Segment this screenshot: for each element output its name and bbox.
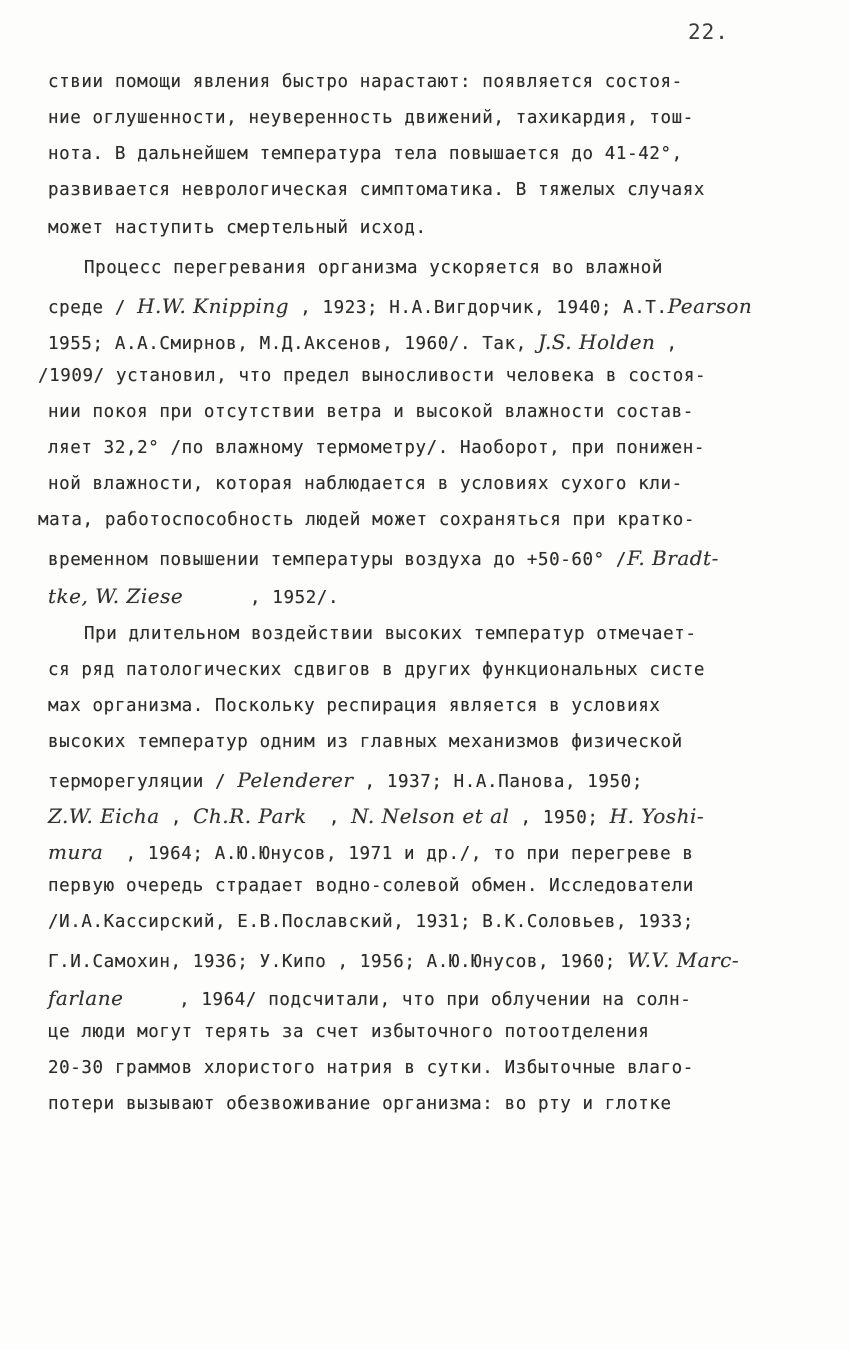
- handwritten-name: H.W. Knipping: [137, 294, 290, 318]
- typed-text: , 1964/ подсчитали, что при облучении на солн-: [123, 990, 692, 1010]
- text-line: [48, 294, 752, 318]
- text-line: [48, 546, 719, 570]
- typed-text: , 1952/.: [183, 588, 340, 608]
- text-line: [48, 660, 705, 680]
- handwritten-name: W.V. Marc-: [627, 948, 740, 972]
- text-line: [48, 108, 694, 128]
- handwritten-name: N. Nelson et al: [351, 804, 510, 828]
- typed-text: нота. В дальнейшем температура тела повышается до 41-42°,: [48, 144, 683, 164]
- typed-text: потери вызывают обезвоживание организма: во рту и глотке: [48, 1094, 672, 1114]
- text-line: [48, 986, 691, 1010]
- handwritten-name: H. Yoshi-: [609, 804, 705, 828]
- text-line: [48, 72, 683, 92]
- typed-text: развивается неврологическая симптоматика. В тяжелых случаях: [48, 180, 706, 200]
- typed-text: мах организма. Поскольку респирация является в условиях: [48, 696, 661, 716]
- text-line: [48, 402, 694, 422]
- typed-text: мата, работоспособность людей может сохраняться при кратко-: [38, 510, 696, 530]
- text-line: [48, 1058, 694, 1078]
- typed-text: ,: [655, 334, 678, 354]
- typed-text: ,: [306, 808, 352, 828]
- typed-text: ся ряд патологических сдвигов в других функциональных систе: [48, 660, 706, 680]
- handwritten-name: Z.W. Eicha: [48, 804, 160, 828]
- text-line: [48, 732, 683, 752]
- text-line: [48, 584, 339, 608]
- handwritten-name: J.S. Holden: [537, 330, 656, 354]
- text-line: [48, 180, 705, 200]
- handwritten-name: Pelenderer: [237, 768, 354, 792]
- text-line: [48, 144, 683, 164]
- typed-text: ,: [159, 808, 194, 828]
- text-line: [48, 1022, 649, 1042]
- text-line: [48, 438, 705, 458]
- typed-text: 1955; А.А.Смирнов, М.Д.Аксенов, 1960/. Так,: [48, 334, 538, 354]
- text-line: [48, 840, 694, 864]
- text-line: [48, 912, 694, 932]
- text-line: [84, 258, 663, 278]
- typed-text: высоких температур одним из главных механизмов физической: [48, 732, 683, 752]
- text-line: [84, 624, 696, 644]
- typed-text: це люди могут терять за счет избыточного потоотделения: [48, 1022, 650, 1042]
- handwritten-name: farlane: [48, 986, 124, 1010]
- typed-text: временном повышении температуры воздуха до +50-60° /: [48, 550, 628, 570]
- handwritten-name: F. Bradt-: [627, 546, 719, 570]
- text-line: [48, 948, 739, 972]
- page-number: 22.: [688, 20, 729, 44]
- typed-text: , 1950;: [509, 808, 610, 828]
- handwritten-name: Ch.R. Park: [193, 804, 307, 828]
- typed-text: Г.И.Самохин, 1936; У.Кипо , 1956; А.Ю.Юнусов, 1960;: [48, 952, 628, 972]
- handwritten-name: tke, W. Ziese: [48, 584, 184, 608]
- typed-text: ляет 32,2° /по влажному термометру/. Наоборот, при понижен-: [48, 438, 706, 458]
- text-line: [48, 804, 704, 828]
- text-line: [48, 768, 643, 792]
- text-line: [48, 474, 683, 494]
- handwritten-name: mura: [48, 840, 104, 864]
- text-line: [48, 1094, 672, 1114]
- typed-text: , 1964; А.Ю.Юнусов, 1971 и др./, то при перегреве в: [103, 844, 694, 864]
- typed-text: нии покоя при отсутствии ветра и высокой влажности состав-: [48, 402, 694, 422]
- typed-text: ной влажности, которая наблюдается в условиях сухого кли-: [48, 474, 683, 494]
- typed-text: , 1937; Н.А.Панова, 1950;: [353, 772, 643, 792]
- text-line: [48, 330, 678, 354]
- typed-text: терморегуляции /: [48, 772, 238, 792]
- typed-text: ствии помощи явления быстро нарастают: появляется состоя-: [48, 72, 683, 92]
- typed-text: , 1923; Н.А.Вигдорчик, 1940; А.Т.: [289, 298, 668, 318]
- typed-text: /И.А.Кассирский, Е.В.Пославский, 1931; В.К.Соловьев, 1933;: [48, 912, 694, 932]
- text-line: [48, 876, 694, 896]
- typed-text: При длительном воздействии высоких температур отмечает-: [84, 624, 697, 644]
- typed-text: первую очередь страдает водно-солевой обмен. Исследователи: [48, 876, 694, 896]
- typed-text: Процесс перегревания организма ускоряется во влажной: [84, 258, 664, 278]
- typed-text: /1909/ установил, что предел выносливости человека в состоя-: [38, 366, 707, 386]
- typed-text: 20-30 граммов хлористого натрия в сутки. Избыточные влаго-: [48, 1058, 694, 1078]
- typed-text: может наступить смертельный исход.: [48, 218, 427, 238]
- typed-text: среде /: [48, 298, 138, 318]
- text-line: [48, 218, 427, 238]
- text-line: [48, 696, 660, 716]
- text-line: [38, 366, 706, 386]
- text-line: [38, 510, 695, 530]
- typed-text: ние оглушенности, неуверенность движений, тахикардия, тош-: [48, 108, 694, 128]
- handwritten-name: Pearson: [667, 294, 753, 318]
